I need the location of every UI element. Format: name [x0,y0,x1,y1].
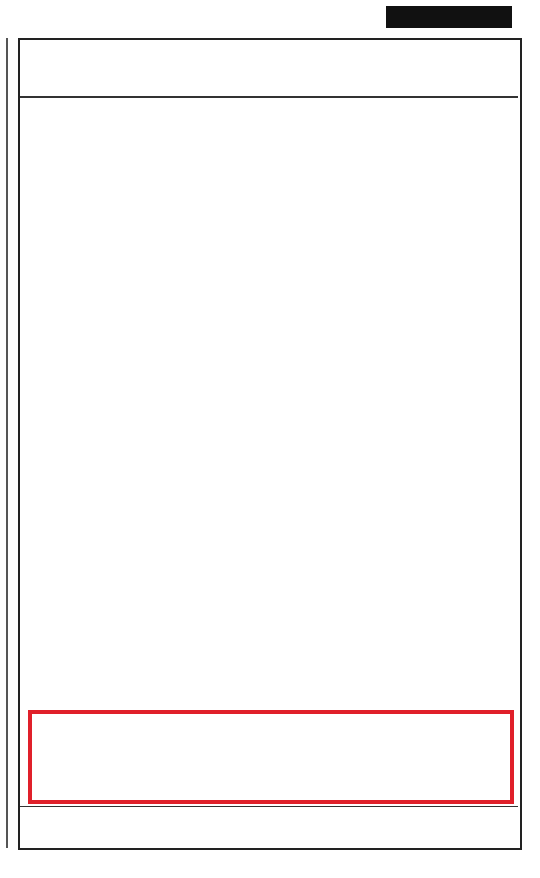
title-rule [20,96,518,98]
highlight-box [28,710,514,804]
year-badge [386,6,512,28]
page-edge [6,38,8,848]
chart-title [24,50,516,90]
bottom-rule [20,806,518,807]
